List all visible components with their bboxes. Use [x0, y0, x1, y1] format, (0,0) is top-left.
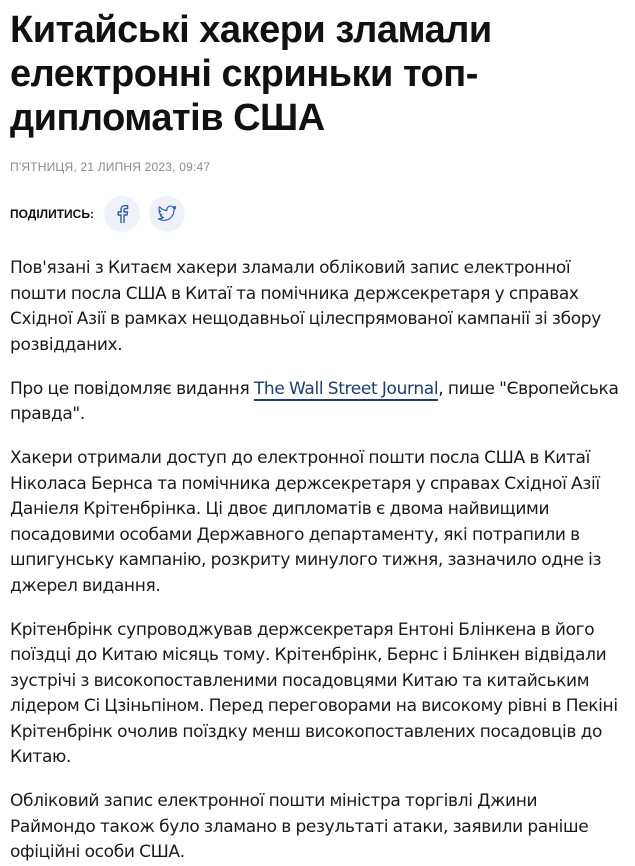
share-label: ПОДІЛИТИСЬ:: [10, 207, 94, 221]
share-bar: [10, 196, 623, 232]
article-body: [10, 256, 623, 866]
twitter-icon: [157, 205, 177, 223]
source-link-wsj[interactable]: The Wall Street Journal: [253, 378, 439, 399]
paragraph-with-source: [10, 377, 623, 428]
paragraph: Пов'язані з Китаєм хакери зламали обліковий запис електронної пошти посла США в Китаї та помічника держсекретаря у справах Східної Азії в рамках нещодавньої цілеспрямованої кампанії зі збору розвідданих.: [10, 258, 601, 355]
paragraph: Крітенбрінк супроводжував держсекретаря Ентоні Блінкена в його поїздці до Китаю місяць тому. Крітенбрінк, Бернс і Блінкен відвідали зустрічі з високопоставленими посадовцями Китаю та китайським лідером Сі Цзіньпіном. Перед переговорами на високому рівні в Пекіні Крітенбрінк очолив поїздку менш високопоставлених посадовців до Китаю.: [10, 619, 618, 767]
publish-date: П'ЯТНИЦЯ, 21 ЛИПНЯ 2023, 09:47: [10, 160, 211, 174]
paragraph-text: , пише "Європейська правда".: [10, 378, 619, 424]
paragraph-text: Про це повідомляє видання: [10, 378, 254, 399]
article-headline: Китайські хакери зламали електронні скриньки топ-дипломатів США: [10, 9, 492, 139]
facebook-icon: [115, 204, 129, 224]
paragraph: Хакери отримали доступ до електронної пошти посла США в Китаї Ніколаса Бернса та помічника держсекретаря у справах Східної Азії Даніеля Крітенбрінка. Ці двоє дипломатів є двома найвищими посадовими особами Державного департаменту, які потрапили в шпигунську кампанію, розкриту минулого тижня, зазначило одне із джерел видання.: [10, 448, 602, 596]
paragraph: Обліковий запис електронної пошти міністра торгівлі Джини Раймондо також було зламано в результаті атаки, заявили раніше офіційні особи США.: [10, 791, 589, 862]
twitter-share-button[interactable]: [149, 196, 185, 232]
facebook-share-button[interactable]: [104, 196, 140, 232]
